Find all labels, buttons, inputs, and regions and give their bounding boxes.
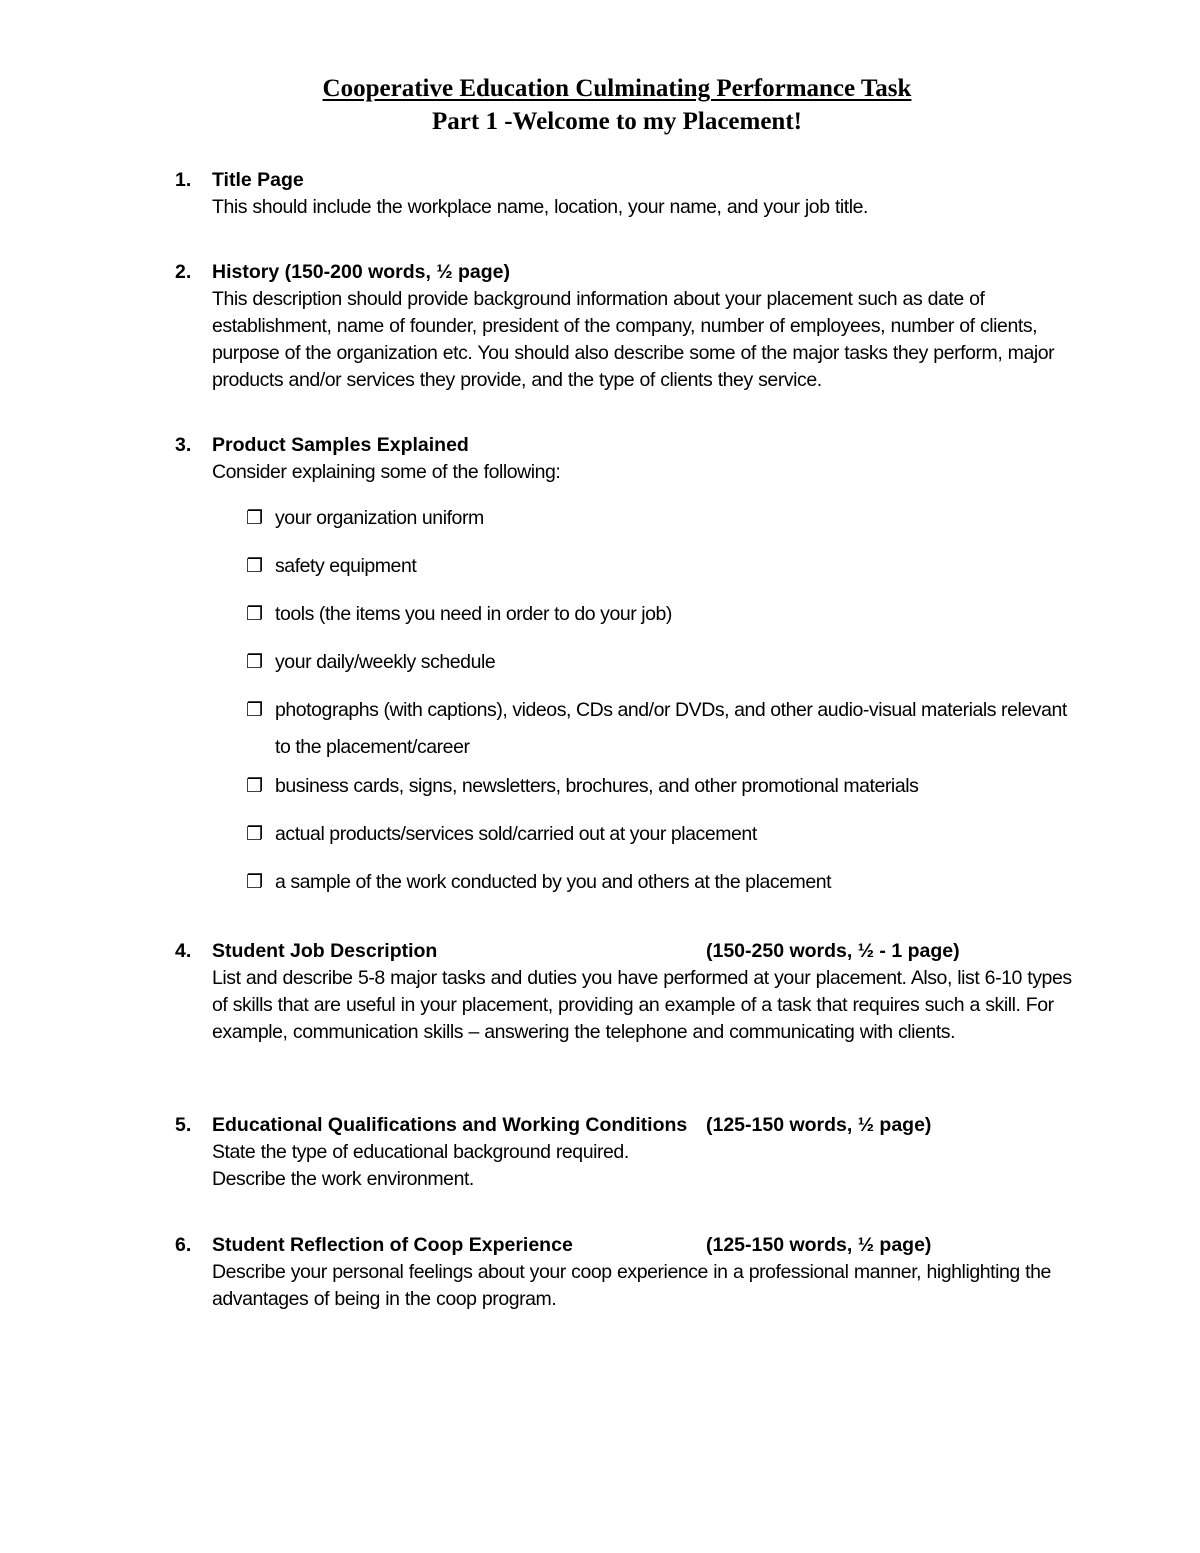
section-paragraph: State the type of educational background required. <box>212 1141 629 1163</box>
checklist-item-text: your daily/weekly schedule <box>275 651 496 673</box>
section-paragraph: This description should provide background information about your placement such as date of establishment, name of founder, president of the company, number of employees, number of clients, purpose of the organization etc. You should also describe some of the major tasks they perform, major products and/or services they provide, and the type of clients they service. <box>212 288 1055 391</box>
checkbox-icon: ❐ <box>246 699 263 721</box>
checkbox-icon: ❐ <box>246 871 263 893</box>
section-paragraph: Describe the work environment. <box>212 1168 474 1190</box>
section-number: 5. <box>175 1114 192 1136</box>
section-length-requirement: (125-150 words, ½ page) <box>706 1234 932 1256</box>
checkbox-icon: ❐ <box>246 507 263 529</box>
checkbox-icon: ❐ <box>246 555 263 577</box>
section-body <box>212 459 1082 486</box>
section-heading: Product Samples Explained <box>212 434 469 456</box>
checklist-item <box>246 692 1076 766</box>
section-heading: Educational Qualifications and Working Conditions <box>212 1114 688 1136</box>
section-length-requirement: (150-250 words, ½ - 1 page) <box>706 940 960 962</box>
checkbox-icon: ❐ <box>246 823 263 845</box>
section-paragraph: This should include the workplace name, location, your name, and your job title. <box>212 196 869 218</box>
document-title: Cooperative Education Culminating Performance Task <box>322 75 912 102</box>
section-body <box>212 194 1082 221</box>
section-heading: History (150-200 words, ½ page) <box>212 261 511 283</box>
checkbox-icon: ❐ <box>246 775 263 797</box>
checklist-item <box>246 500 1076 537</box>
checklist-item <box>246 644 1076 681</box>
section-number: 2. <box>175 261 192 283</box>
document-subtitle: Part 1 -Welcome to my Placement! <box>432 108 802 135</box>
section-heading: Title Page <box>212 169 304 191</box>
checkbox-icon: ❐ <box>246 603 263 625</box>
section-heading: Student Job Description <box>212 940 438 962</box>
section-heading: Student Reflection of Coop Experience <box>212 1234 573 1256</box>
checklist-item <box>246 596 1076 633</box>
section-paragraph: Consider explaining some of the following: <box>212 461 561 483</box>
section-body <box>212 965 1082 1046</box>
checklist-item-text: safety equipment <box>275 555 417 577</box>
checklist-item-text: tools (the items you need in order to do your job) <box>275 603 672 625</box>
section-body <box>212 1139 1082 1193</box>
section-paragraph: List and describe 5-8 major tasks and duties you have performed at your placement. Also, list 6-10 types of skills that are useful in your placement, providing an example of a task that requires such a skill. For example, communication skills – answering the telephone and communicating with clients. <box>212 967 1072 1043</box>
checklist-item <box>246 768 1076 805</box>
section-paragraph: Describe your personal feelings about your coop experience in a professional manner, highlighting the advantages of being in the coop program. <box>212 1261 1051 1310</box>
checklist-item-text: your organization uniform <box>275 507 484 529</box>
checkbox-icon: ❐ <box>246 651 263 673</box>
checklist-item-text: business cards, signs, newsletters, brochures, and other promotional materials <box>275 775 919 797</box>
section-body <box>212 1259 1082 1313</box>
checklist-item <box>246 864 1076 901</box>
section-number: 6. <box>175 1234 192 1256</box>
section-length-requirement: (125-150 words, ½ page) <box>706 1114 932 1136</box>
section-number: 1. <box>175 169 192 191</box>
document-header <box>0 72 1200 138</box>
checklist-item <box>246 816 1076 853</box>
checklist-item-text: actual products/services sold/carried out at your placement <box>275 823 757 845</box>
checklist-item-text: photographs (with captions), videos, CDs and/or DVDs, and other audio-visual materials relevant to the placement/career <box>275 699 1067 758</box>
section-number: 3. <box>175 434 192 456</box>
checklist-item-text: a sample of the work conducted by you and others at the placement <box>275 871 832 893</box>
section-number: 4. <box>175 940 192 962</box>
checklist-item <box>246 548 1076 585</box>
section-body <box>212 286 1082 394</box>
